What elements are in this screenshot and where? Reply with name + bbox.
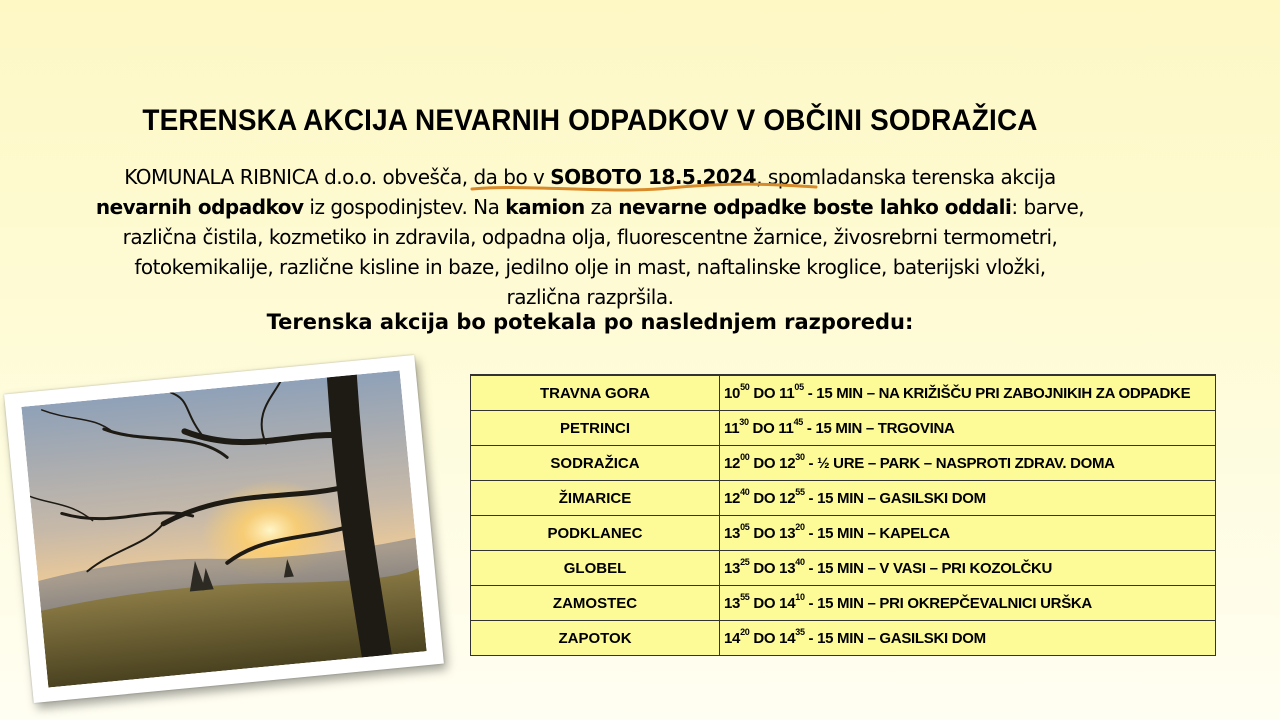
location-cell: GLOBEL (471, 551, 720, 586)
time-cell: $12^{40}$ DO $12^{55} - 15$ MIN – GASILSKI DOM (720, 481, 1216, 516)
table-row (471, 516, 1216, 551)
table-row (471, 621, 1216, 656)
time-cell: $13^{25}$ DO $13^{40} - 15$ MIN – V VASI – PRI KOZOLČKU (720, 551, 1216, 586)
schedule-table (470, 374, 1216, 656)
schedule-heading: Terenska akcija bo potekala po naslednjem razporedu: (266, 310, 914, 334)
table-row (471, 586, 1216, 621)
page-title: TERENSKA AKCIJA NEVARNIH ODPADKOV V OBČINI SODRAŽICA (142, 104, 1038, 137)
photo-frame (4, 355, 444, 703)
table-row (471, 375, 1216, 411)
table-row (471, 551, 1216, 586)
time-cell: $13^{05}$ DO $13^{20} - 15$ MIN – KAPELCA (720, 516, 1216, 551)
table-row (471, 411, 1216, 446)
intro-paragraph: KOMUNALA RIBNICA d.o.o. obvešča, da bo v SOBOTO 18.5.2024, spomladanska terenska akcija nevarnih odpadkov iz gospodinjstev. Na kamion za nevarne odpadke boste lahko oddali: barve, različna čistila, kozmetiko in zdravila, odpadna olja, fluorescentne žarnice, živosrebrni termometri, fotokemikalije, različne kisline in baze, jedilno olje in mast, naftalinske kroglice, baterijski vložki, različna razpršila. (95, 165, 1085, 309)
time-cell: $14^{20}$ DO $14^{35} - 15$ MIN – GASILSKI DOM (720, 621, 1216, 656)
location-cell: ŽIMARICE (471, 481, 720, 516)
time-cell: $11^{30}$ DO $11^{45} - 15$ MIN – TRGOVINA (720, 411, 1216, 446)
sunset-photo (21, 370, 426, 687)
table-row (471, 446, 1216, 481)
location-cell: ZAMOSTEC (471, 586, 720, 621)
time-cell: $13^{55}$ DO $14^{10} - 15$ MIN – PRI OKREPČEVALNICI URŠKA (720, 586, 1216, 621)
location-cell: PODKLANEC (471, 516, 720, 551)
location-cell: SODRAŽICA (471, 446, 720, 481)
date-highlight: SOBOTO 18.5.2024 (550, 165, 757, 189)
location-cell: TRAVNA GORA (471, 375, 720, 411)
time-cell: $10^{50}$ DO $11^{05} - 15$ MIN – NA KRIŽIŠČU PRI ZABOJNIKIH ZA ODPADKE (720, 375, 1216, 411)
time-cell: $12^{00}$ DO $12^{30}$ - ½ URE – PARK – NASPROTI ZDRAV. DOMA (720, 446, 1216, 481)
location-cell: ZAPOTOK (471, 621, 720, 656)
table-row (471, 481, 1216, 516)
location-cell: PETRINCI (471, 411, 720, 446)
